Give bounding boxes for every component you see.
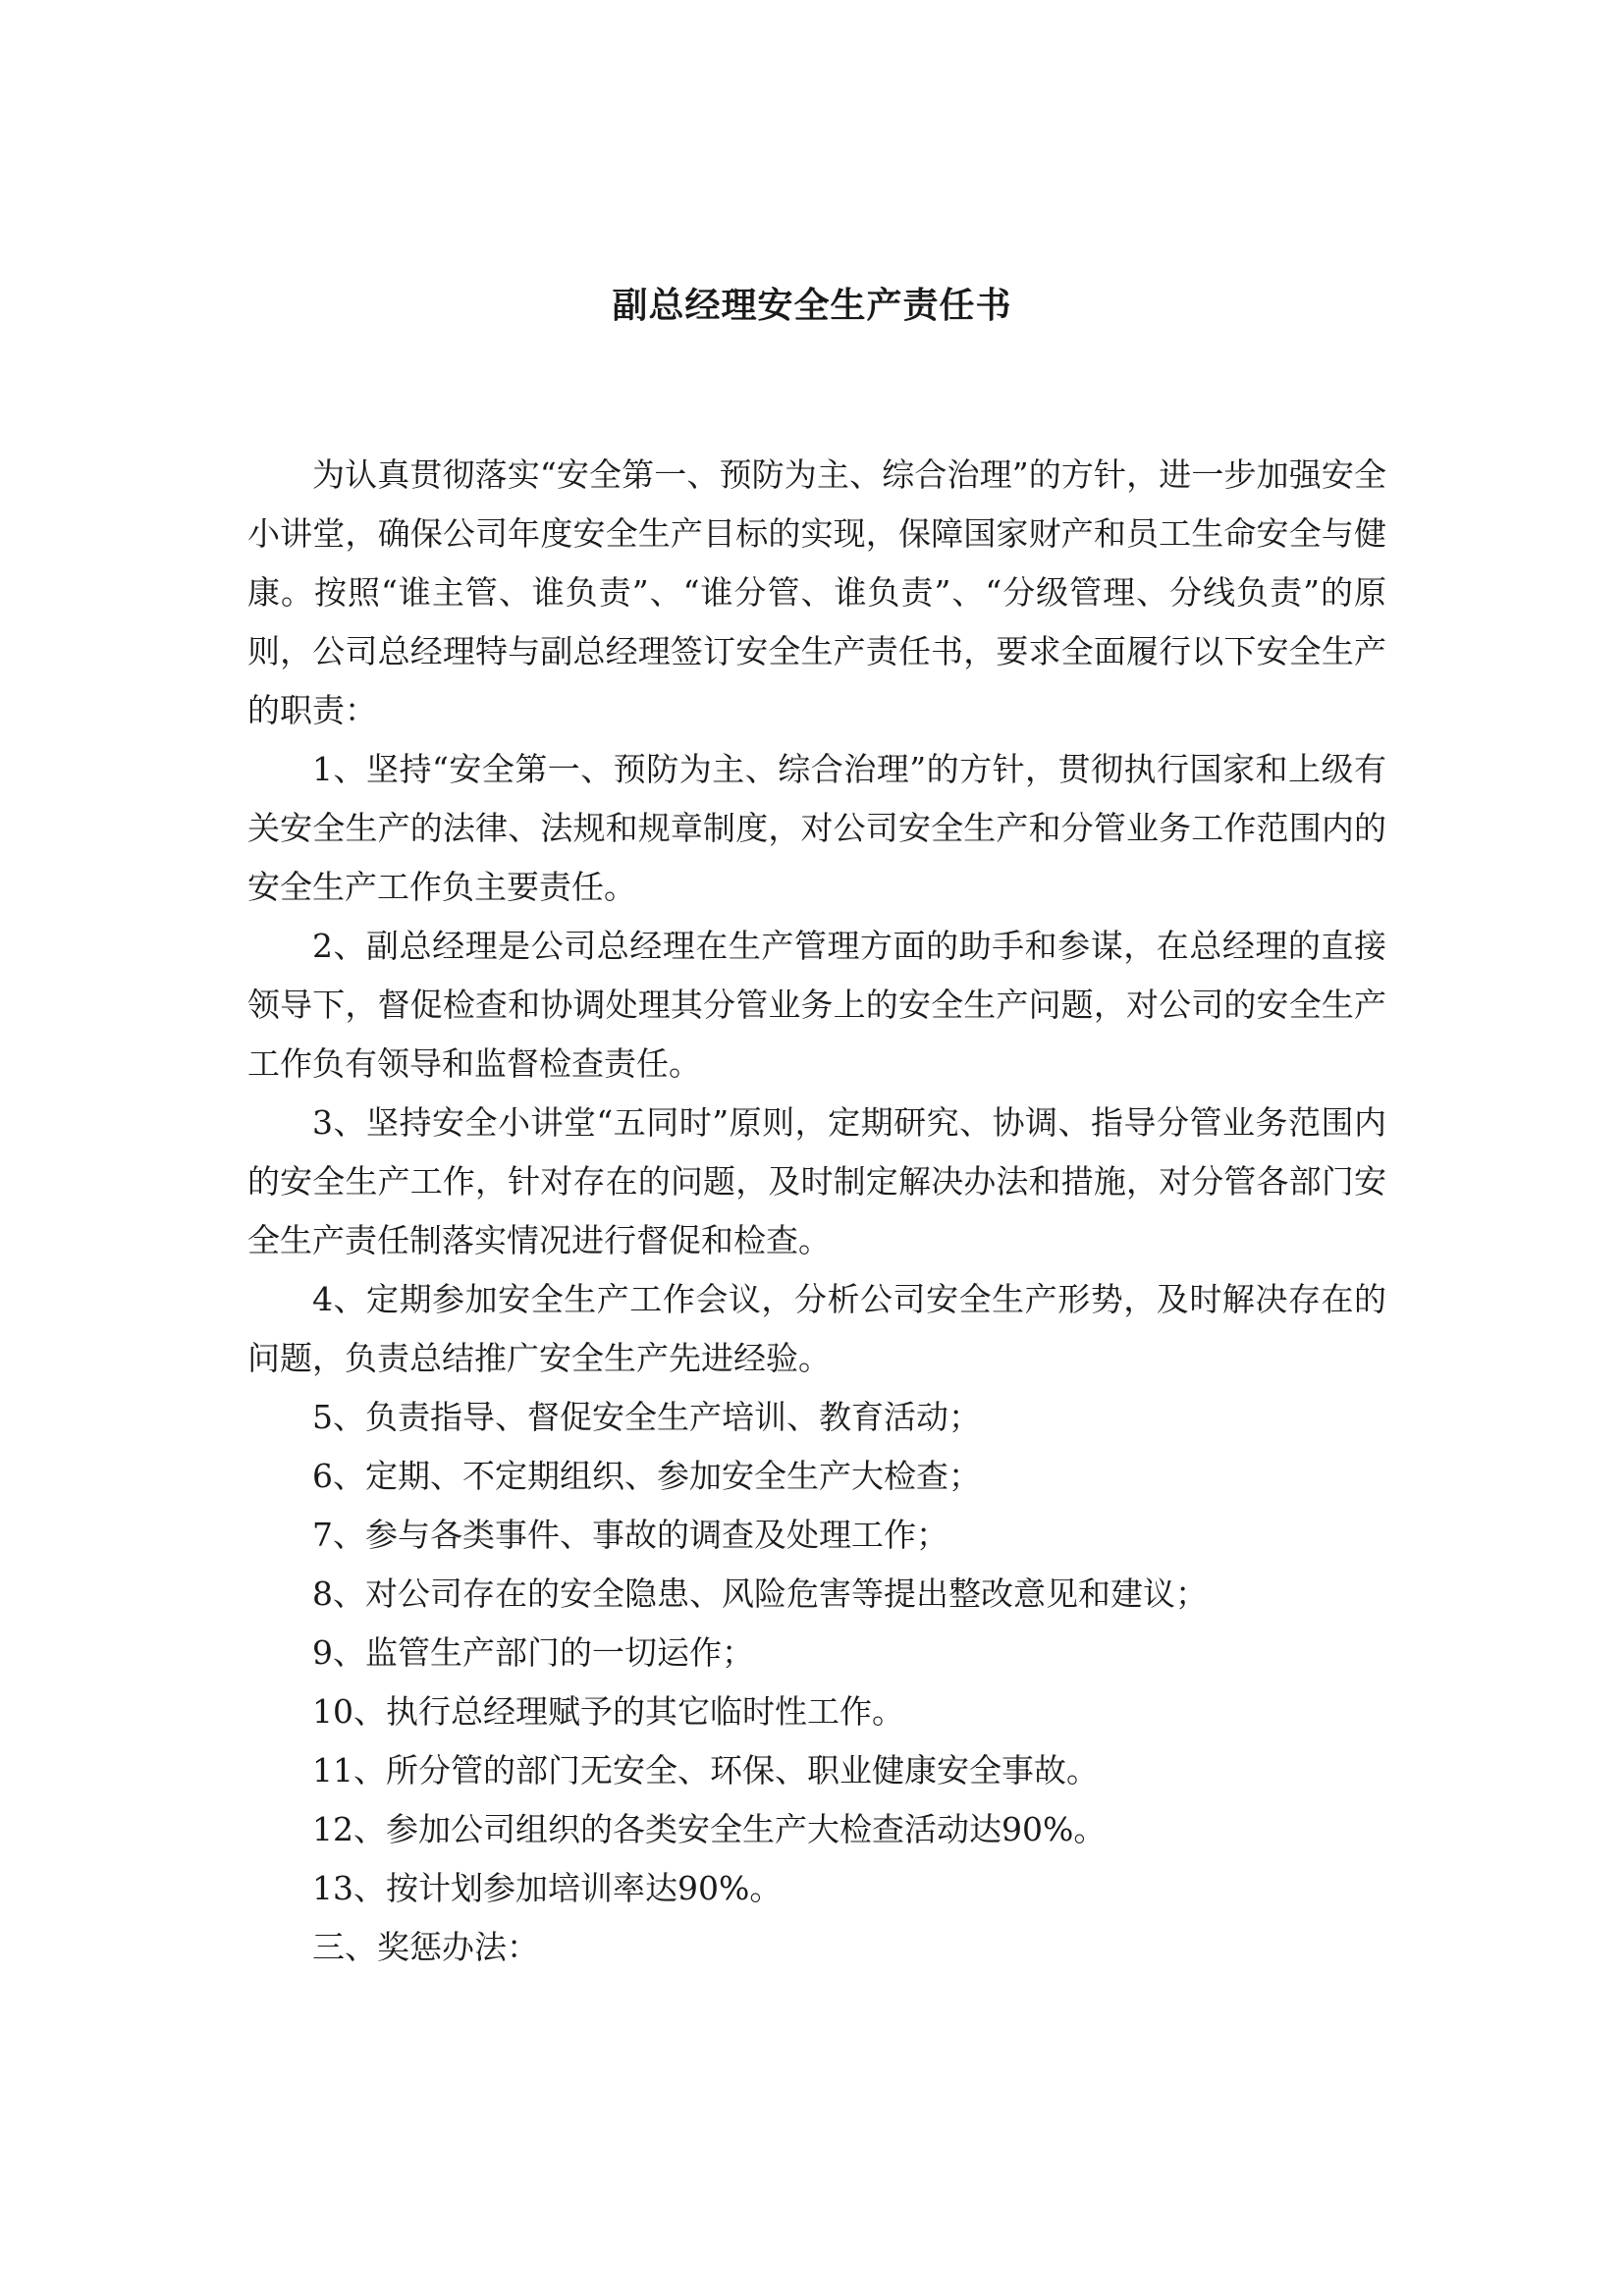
list-item: 3、坚持安全小讲堂“五同时”原则，定期研究、协调、指导分管业务范围内的安全生产工作，针对存在的问题，及时制定解决办法和措施，对分管各部门安全生产责任制落实情况进行督促和检查。 xyxy=(247,1103,1386,1259)
list-item: 11、所分管的部门无安全、环保、职业健康安全事故。 xyxy=(312,1751,1099,1789)
list-item: 7、参与各类事件、事故的调查及处理工作； xyxy=(312,1516,948,1554)
document-title: 副总经理安全生产责任书 xyxy=(612,286,1012,326)
list-item: 4、定期参加安全生产工作会议，分析公司安全生产形势，及时解决存在的问题，负责总结推广安全生产先进经验。 xyxy=(247,1280,1386,1377)
list-item: 10、执行总经理赋予的其它临时性工作。 xyxy=(312,1692,904,1731)
document-body xyxy=(247,446,1386,1977)
intro-paragraph: 为认真贯彻落实“安全第一、预防为主、综合治理”的方针，进一步加强安全小讲堂，确保公司年度安全生产目标的实现，保障国家财产和员工生命安全与健康。按照“谁主管、谁负责”、“谁分管、谁负责”、“分级管理、分线负责”的原则，公司总经理特与副总经理签订安全生产责任书，要求全面履行以下安全生产的职责： xyxy=(247,455,1386,729)
list-item: 6、定期、不定期组织、参加安全生产大检查； xyxy=(312,1457,981,1495)
list-item: 2、副总经理是公司总经理在生产管理方面的助手和参谋，在总经理的直接领导下，督促检查和协调处理其分管业务上的安全生产问题，对公司的安全生产工作负有领导和监督检查责任。 xyxy=(247,927,1386,1083)
list-item: 13、按计划参加培训率达90%。 xyxy=(312,1869,783,1907)
section-heading: 三、奖惩办法： xyxy=(312,1928,539,1966)
list-item: 8、对公司存在的安全隐患、风险危害等提出整改意见和建议； xyxy=(312,1575,1208,1613)
list-item: 5、负责指导、督促安全生产培训、教育活动； xyxy=(312,1398,981,1436)
list-item: 12、参加公司组织的各类安全生产大检查活动达90%。 xyxy=(312,1810,1107,1848)
list-item: 1、坚持“安全第一、预防为主、综合治理”的方针，贯彻执行国家和上级有关安全生产的法律、法规和规章制度，对公司安全生产和分管业务工作范围内的安全生产工作负主要责任。 xyxy=(247,750,1386,906)
list-item: 9、监管生产部门的一切运作； xyxy=(312,1633,754,1672)
